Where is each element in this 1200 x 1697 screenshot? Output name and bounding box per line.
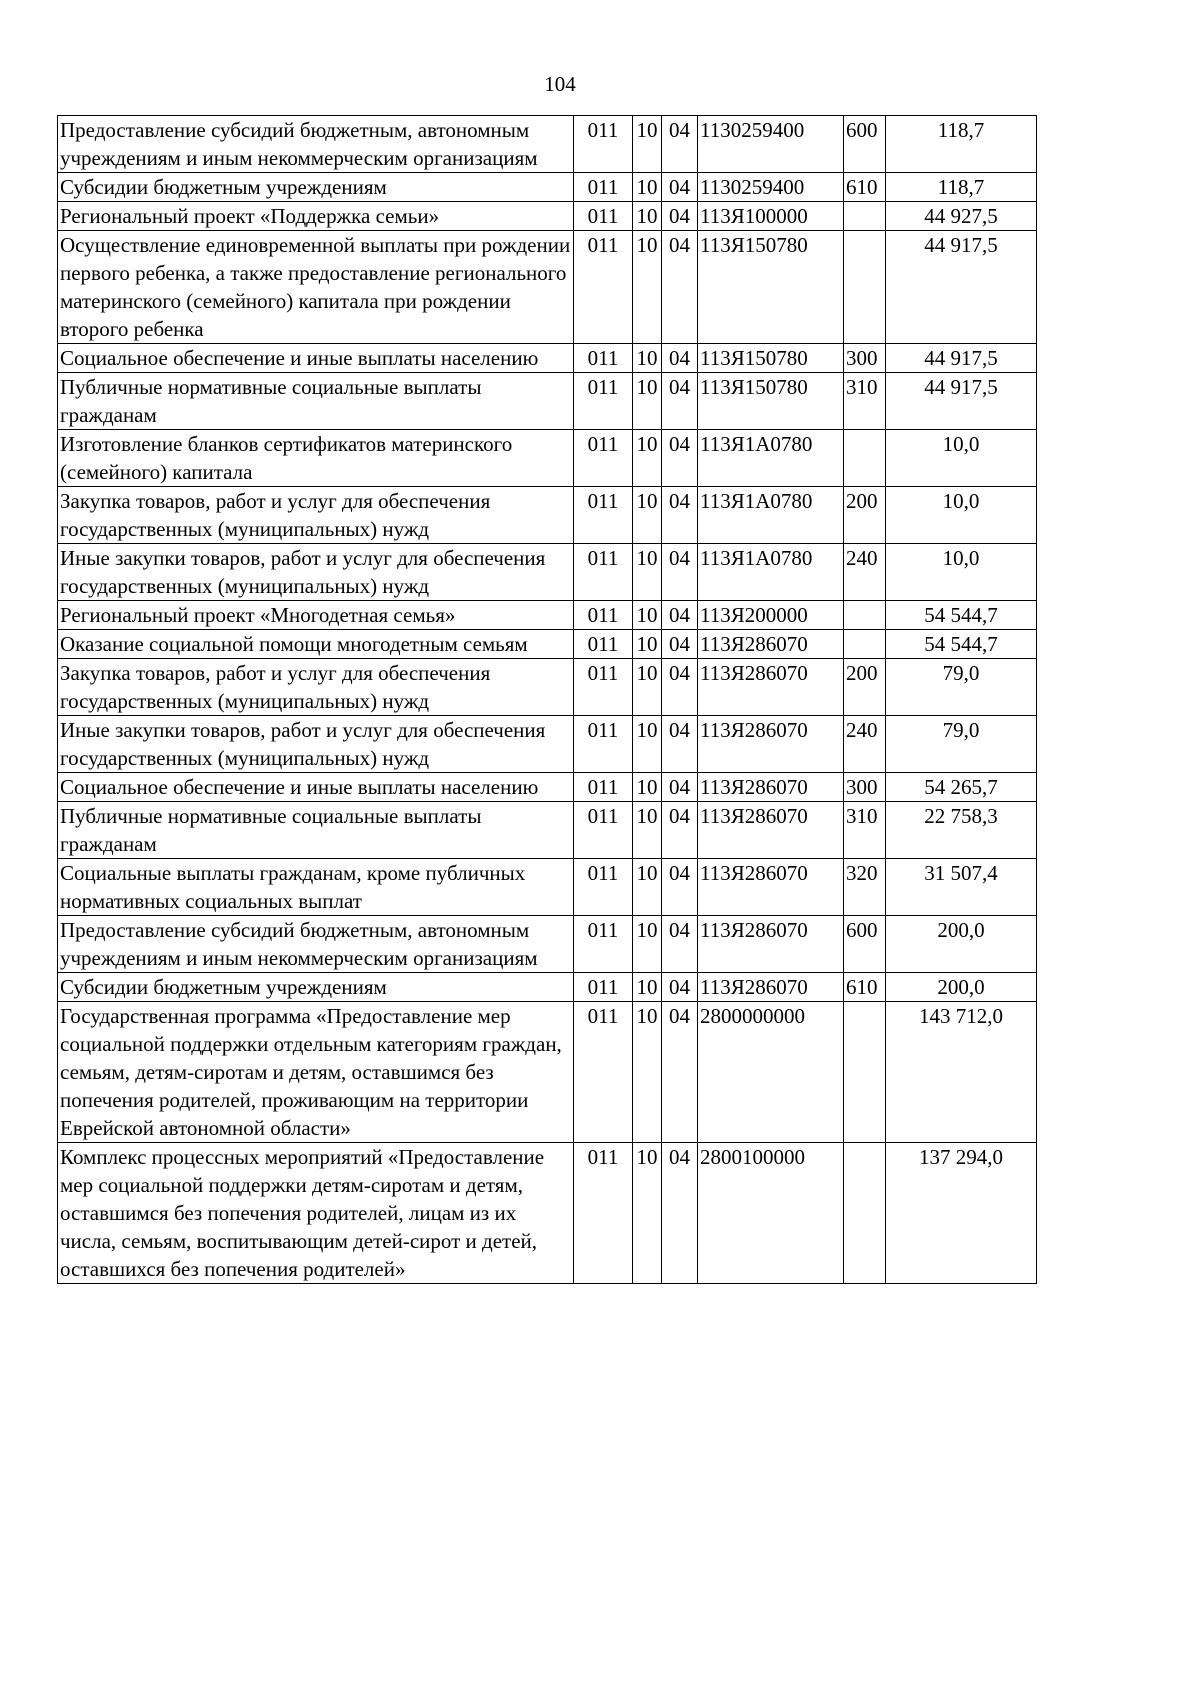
row-expense-type-cell [844, 1002, 886, 1143]
row-grbs-cell: 011 [574, 116, 633, 173]
row-section-cell: 10 [633, 659, 662, 716]
row-subsection-cell: 04 [662, 202, 698, 231]
row-target-code-cell: 113Я286070 [698, 802, 844, 859]
row-subsection-cell: 04 [662, 173, 698, 202]
row-expense-type-cell: 610 [844, 173, 886, 202]
row-expense-type-cell [844, 1143, 886, 1284]
row-grbs-cell: 011 [574, 659, 633, 716]
row-grbs-cell: 011 [574, 859, 633, 916]
row-subsection-cell: 04 [662, 916, 698, 973]
row-subsection-cell: 04 [662, 1002, 698, 1143]
row-target-code-cell: 113Я150780 [698, 344, 844, 373]
row-subsection-cell: 04 [662, 716, 698, 773]
row-amount-cell: 200,0 [886, 916, 1037, 973]
row-grbs-cell: 011 [574, 231, 633, 344]
table-row [58, 802, 1037, 859]
row-grbs-cell: 011 [574, 630, 633, 659]
row-amount-cell: 10,0 [886, 487, 1037, 544]
row-target-code-cell: 113Я150780 [698, 373, 844, 430]
row-subsection-cell: 04 [662, 859, 698, 916]
row-section-cell: 10 [633, 601, 662, 630]
row-name-cell: Изготовление бланков сертификатов материнского (семейного) капитала [58, 430, 574, 487]
row-expense-type-cell: 600 [844, 916, 886, 973]
row-amount-cell: 10,0 [886, 430, 1037, 487]
row-amount-cell: 79,0 [886, 659, 1037, 716]
row-expense-type-cell: 200 [844, 659, 886, 716]
row-expense-type-cell [844, 202, 886, 231]
row-target-code-cell: 113Я286070 [698, 973, 844, 1002]
table-row [58, 1143, 1037, 1284]
row-expense-type-cell: 320 [844, 859, 886, 916]
table-row [58, 373, 1037, 430]
row-subsection-cell: 04 [662, 373, 698, 430]
row-section-cell: 10 [633, 916, 662, 973]
row-subsection-cell: 04 [662, 344, 698, 373]
row-expense-type-cell: 200 [844, 487, 886, 544]
row-target-code-cell: 113Я286070 [698, 773, 844, 802]
row-name-cell: Осуществление единовременной выплаты при рождении первого ребенка, а также предоставление регионального материнского (семейного) капитала при рождении второго ребенка [58, 231, 574, 344]
page-number: 104 [544, 72, 576, 96]
row-section-cell: 10 [633, 344, 662, 373]
row-grbs-cell: 011 [574, 430, 633, 487]
row-expense-type-cell: 310 [844, 373, 886, 430]
row-section-cell: 10 [633, 544, 662, 601]
row-expense-type-cell: 310 [844, 802, 886, 859]
table-row [58, 202, 1037, 231]
table-row [58, 630, 1037, 659]
row-expense-type-cell: 240 [844, 544, 886, 601]
row-amount-cell: 44 917,5 [886, 373, 1037, 430]
row-subsection-cell: 04 [662, 802, 698, 859]
row-subsection-cell: 04 [662, 430, 698, 487]
row-amount-cell: 44 917,5 [886, 344, 1037, 373]
row-name-cell: Субсидии бюджетным учреждениям [58, 173, 574, 202]
table-row [58, 430, 1037, 487]
row-expense-type-cell [844, 630, 886, 659]
row-section-cell: 10 [633, 1143, 662, 1284]
row-target-code-cell: 2800100000 [698, 1143, 844, 1284]
row-name-cell: Региональный проект «Поддержка семьи» [58, 202, 574, 231]
row-name-cell: Социальные выплаты гражданам, кроме публичных нормативных социальных выплат [58, 859, 574, 916]
table-row [58, 716, 1037, 773]
row-grbs-cell: 011 [574, 173, 633, 202]
row-name-cell: Закупка товаров, работ и услуг для обеспечения государственных (муниципальных) нужд [58, 659, 574, 716]
row-section-cell: 10 [633, 802, 662, 859]
row-section-cell: 10 [633, 773, 662, 802]
row-subsection-cell: 04 [662, 544, 698, 601]
row-section-cell: 10 [633, 231, 662, 344]
row-amount-cell: 10,0 [886, 544, 1037, 601]
row-name-cell: Региональный проект «Многодетная семья» [58, 601, 574, 630]
row-expense-type-cell: 300 [844, 773, 886, 802]
row-section-cell: 10 [633, 202, 662, 231]
row-section-cell: 10 [633, 630, 662, 659]
row-expense-type-cell: 610 [844, 973, 886, 1002]
row-section-cell: 10 [633, 1002, 662, 1143]
row-grbs-cell: 011 [574, 487, 633, 544]
table-row [58, 173, 1037, 202]
row-grbs-cell: 011 [574, 1143, 633, 1284]
row-name-cell: Социальное обеспечение и иные выплаты населению [58, 773, 574, 802]
row-grbs-cell: 011 [574, 544, 633, 601]
row-amount-cell: 22 758,3 [886, 802, 1037, 859]
row-name-cell: Закупка товаров, работ и услуг для обеспечения государственных (муниципальных) нужд [58, 487, 574, 544]
row-grbs-cell: 011 [574, 973, 633, 1002]
row-target-code-cell: 113Я286070 [698, 916, 844, 973]
row-section-cell: 10 [633, 116, 662, 173]
row-section-cell: 10 [633, 859, 662, 916]
row-section-cell: 10 [633, 430, 662, 487]
table-row [58, 916, 1037, 973]
row-name-cell: Иные закупки товаров, работ и услуг для обеспечения государственных (муниципальных) нужд [58, 716, 574, 773]
row-grbs-cell: 011 [574, 716, 633, 773]
row-target-code-cell: 113Я286070 [698, 659, 844, 716]
row-target-code-cell: 113Я150780 [698, 231, 844, 344]
table-row [58, 116, 1037, 173]
row-name-cell: Предоставление субсидий бюджетным, автономным учреждениям и иным некоммерческим организациям [58, 916, 574, 973]
row-section-cell: 10 [633, 973, 662, 1002]
row-name-cell: Публичные нормативные социальные выплаты гражданам [58, 802, 574, 859]
row-section-cell: 10 [633, 716, 662, 773]
row-grbs-cell: 011 [574, 344, 633, 373]
row-amount-cell: 118,7 [886, 173, 1037, 202]
table-row [58, 344, 1037, 373]
row-target-code-cell: 113Я1А0780 [698, 487, 844, 544]
row-grbs-cell: 011 [574, 373, 633, 430]
table-row [58, 859, 1037, 916]
row-subsection-cell: 04 [662, 231, 698, 344]
row-section-cell: 10 [633, 373, 662, 430]
row-expense-type-cell: 600 [844, 116, 886, 173]
row-subsection-cell: 04 [662, 630, 698, 659]
row-grbs-cell: 011 [574, 773, 633, 802]
row-expense-type-cell [844, 430, 886, 487]
table-row [58, 659, 1037, 716]
row-amount-cell: 44 927,5 [886, 202, 1037, 231]
row-target-code-cell: 113Я1А0780 [698, 430, 844, 487]
row-subsection-cell: 04 [662, 1143, 698, 1284]
row-grbs-cell: 011 [574, 601, 633, 630]
row-amount-cell: 79,0 [886, 716, 1037, 773]
row-target-code-cell: 113Я286070 [698, 859, 844, 916]
row-grbs-cell: 011 [574, 916, 633, 973]
row-name-cell: Комплекс процессных мероприятий «Предоставление мер социальной поддержки детям-сиротам и детям, оставшимся без попечения родителей, лицам из их числа, семьям, воспитывающим детей-сирот и детей, оставшихся без попечения родителей» [58, 1143, 574, 1284]
row-name-cell: Государственная программа «Предоставление мер социальной поддержки отдельным категориям граждан, семьям, детям-сиротам и детям, оставшимся без попечения родителей, проживающим на территории Еврейской автономной области» [58, 1002, 574, 1143]
table-row [58, 1002, 1037, 1143]
row-name-cell: Оказание социальной помощи многодетным семьям [58, 630, 574, 659]
row-grbs-cell: 011 [574, 802, 633, 859]
row-amount-cell: 118,7 [886, 116, 1037, 173]
row-name-cell: Предоставление субсидий бюджетным, автономным учреждениям и иным некоммерческим организациям [58, 116, 574, 173]
row-subsection-cell: 04 [662, 487, 698, 544]
row-subsection-cell: 04 [662, 773, 698, 802]
row-section-cell: 10 [633, 173, 662, 202]
row-grbs-cell: 011 [574, 1002, 633, 1143]
row-target-code-cell: 113Я200000 [698, 601, 844, 630]
row-section-cell: 10 [633, 487, 662, 544]
row-target-code-cell: 113Я100000 [698, 202, 844, 231]
table-row [58, 544, 1037, 601]
row-name-cell: Иные закупки товаров, работ и услуг для обеспечения государственных (муниципальных) нужд [58, 544, 574, 601]
table-row [58, 487, 1037, 544]
row-grbs-cell: 011 [574, 202, 633, 231]
row-subsection-cell: 04 [662, 116, 698, 173]
row-target-code-cell: 2800000000 [698, 1002, 844, 1143]
row-target-code-cell: 1130259400 [698, 116, 844, 173]
row-amount-cell: 31 507,4 [886, 859, 1037, 916]
row-amount-cell: 54 544,7 [886, 630, 1037, 659]
row-subsection-cell: 04 [662, 659, 698, 716]
row-name-cell: Социальное обеспечение и иные выплаты населению [58, 344, 574, 373]
row-target-code-cell: 113Я286070 [698, 716, 844, 773]
table-row [58, 973, 1037, 1002]
row-amount-cell: 137 294,0 [886, 1143, 1037, 1284]
row-amount-cell: 44 917,5 [886, 231, 1037, 344]
table-row [58, 601, 1037, 630]
row-amount-cell: 143 712,0 [886, 1002, 1037, 1143]
row-target-code-cell: 113Я1А0780 [698, 544, 844, 601]
row-expense-type-cell: 300 [844, 344, 886, 373]
row-subsection-cell: 04 [662, 973, 698, 1002]
row-amount-cell: 54 265,7 [886, 773, 1037, 802]
row-expense-type-cell: 240 [844, 716, 886, 773]
row-expense-type-cell [844, 231, 886, 344]
row-expense-type-cell [844, 601, 886, 630]
row-target-code-cell: 1130259400 [698, 173, 844, 202]
row-amount-cell: 54 544,7 [886, 601, 1037, 630]
row-name-cell: Субсидии бюджетным учреждениям [58, 973, 574, 1002]
budget-table [57, 115, 1037, 1284]
row-subsection-cell: 04 [662, 601, 698, 630]
table-row [58, 773, 1037, 802]
row-name-cell: Публичные нормативные социальные выплаты гражданам [58, 373, 574, 430]
row-amount-cell: 200,0 [886, 973, 1037, 1002]
table-row [58, 231, 1037, 344]
row-target-code-cell: 113Я286070 [698, 630, 844, 659]
